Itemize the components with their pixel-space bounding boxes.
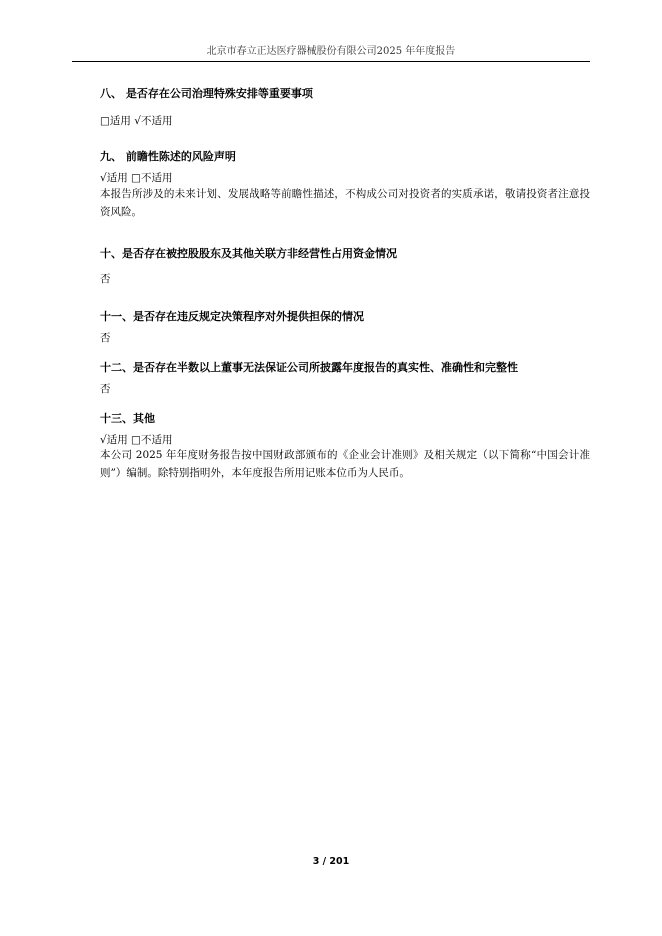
section-heading-10: 十、是否存在被控股股东及其他关联方非经营性占用资金情况 — [100, 247, 397, 260]
section-heading-11: 十一、是否存在违反规定决策程序对外提供担保的情况 — [100, 310, 364, 323]
section-9-body: 本报告所涉及的未来计划、发展战略等前瞻性描述，不构成公司对投资者的实质承诺，敬请投资者注意投资风险。 — [100, 188, 590, 218]
section-13-applicability: √适用 □不适用 — [100, 434, 173, 446]
section-10-body: 否 — [100, 273, 111, 285]
page-number: 3 / 201 — [312, 856, 350, 867]
section-heading-12: 十二、是否存在半数以上董事无法保证公司所披露年度报告的真实性、准确性和完整性 — [100, 361, 518, 374]
report-header-title: 北京市春立正达医疗器械股份有限公司2025 年年度报告 — [206, 46, 456, 57]
header-divider — [72, 61, 590, 62]
section-8-applicability: □适用 √不适用 — [100, 115, 173, 127]
section-heading-8: 八、 是否存在公司治理特殊安排等重要事项 — [100, 87, 313, 100]
section-heading-13: 十三、其他 — [100, 412, 155, 425]
section-heading-9: 九、 前瞻性陈述的风险声明 — [100, 150, 236, 163]
section-12-body: 否 — [100, 383, 111, 395]
section-9-applicability: √适用 □不适用 — [100, 172, 173, 184]
section-13-body: 本公司 2025 年年度财务报告按中国财政部颁布的《企业会计准则》及相关规定（以下简称“中国会计准则”）编制。除特别指明外，本年度报告所用记账本位币为人民币。 — [100, 449, 590, 479]
section-11-body: 否 — [100, 332, 111, 344]
